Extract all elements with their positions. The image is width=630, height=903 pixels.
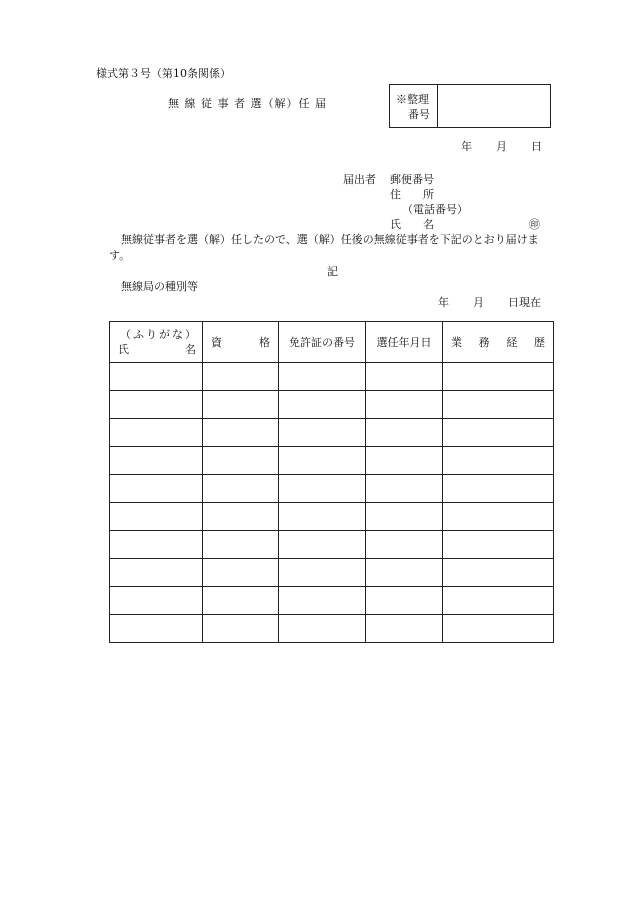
cell-name[interactable] <box>110 531 203 559</box>
asof-year: 年 <box>438 296 449 309</box>
cell-name[interactable] <box>110 503 203 531</box>
table-row <box>110 419 554 447</box>
cell-license-number[interactable] <box>279 503 366 531</box>
cell-license-number[interactable] <box>279 587 366 615</box>
asof-month: 月 <box>473 296 484 309</box>
cell-work-history[interactable] <box>443 363 554 391</box>
cell-appointment-date[interactable] <box>366 391 443 419</box>
cell-license-number[interactable] <box>279 391 366 419</box>
header-history-4: 歴 <box>533 335 545 349</box>
cell-appointment-date[interactable] <box>366 419 443 447</box>
cell-work-history[interactable] <box>443 503 554 531</box>
cell-name[interactable] <box>110 363 203 391</box>
cell-qualification[interactable] <box>203 587 279 615</box>
form-number: 様式第３号（第10条関係） <box>96 67 231 80</box>
serial-label-bottom: 番号 <box>408 108 430 121</box>
table-row <box>110 587 554 615</box>
cell-license-number[interactable] <box>279 615 366 643</box>
header-furigana: （ふりがな） <box>120 328 198 341</box>
cell-work-history[interactable] <box>443 475 554 503</box>
cell-license-number[interactable] <box>279 363 366 391</box>
cell-license-number[interactable] <box>279 475 366 503</box>
serial-number-box <box>389 84 551 128</box>
cell-appointment-date[interactable] <box>366 475 443 503</box>
address-label: 住 所 <box>390 188 434 201</box>
table-header-row <box>110 322 554 363</box>
station-type-label: 無線局の種別等 <box>121 280 198 293</box>
cell-work-history[interactable] <box>443 559 554 587</box>
table-row <box>110 363 554 391</box>
applicant-heading: 届出者 <box>343 173 376 186</box>
cell-appointment-date[interactable] <box>366 559 443 587</box>
cell-license-number[interactable] <box>279 559 366 587</box>
table-row <box>110 503 554 531</box>
cell-qualification[interactable] <box>203 391 279 419</box>
serial-number-field[interactable] <box>438 85 550 127</box>
cell-qualification[interactable] <box>203 531 279 559</box>
header-qualification-b: 格 <box>259 335 270 349</box>
form-title: 無 線 従 事 者 選（解）任 届 <box>168 97 327 110</box>
cell-qualification[interactable] <box>203 475 279 503</box>
cell-qualification[interactable] <box>203 447 279 475</box>
cell-work-history[interactable] <box>443 587 554 615</box>
cell-work-history[interactable] <box>443 447 554 475</box>
table-row <box>110 447 554 475</box>
cell-work-history[interactable] <box>443 391 554 419</box>
name-label: 氏 名 <box>390 218 434 231</box>
table-row <box>110 475 554 503</box>
cell-appointment-date[interactable] <box>366 531 443 559</box>
cell-appointment-date[interactable] <box>366 615 443 643</box>
phone-label: （電話番号） <box>402 203 468 216</box>
date-year: 年 <box>461 140 472 153</box>
table-row <box>110 559 554 587</box>
cell-license-number[interactable] <box>279 531 366 559</box>
cell-name[interactable] <box>110 587 203 615</box>
cell-name[interactable] <box>110 447 203 475</box>
header-appointment-date: 選任年月日 <box>366 322 443 363</box>
header-name-second: 名 <box>185 343 196 356</box>
table-row <box>110 391 554 419</box>
asof-day: 日現在 <box>508 296 541 309</box>
cell-license-number[interactable] <box>279 447 366 475</box>
cell-qualification[interactable] <box>203 503 279 531</box>
cell-appointment-date[interactable] <box>366 363 443 391</box>
header-license-number: 免許証の番号 <box>279 322 366 363</box>
header-work-history <box>443 322 554 363</box>
header-history-3: 経 <box>506 335 518 349</box>
cell-qualification[interactable] <box>203 419 279 447</box>
header-qualification <box>203 322 279 363</box>
cell-name[interactable] <box>110 391 203 419</box>
statement-line-1: 無線従事者を選（解）任したので、選（解）任後の無線従事者を下記のとおり届けま <box>121 233 539 246</box>
cell-work-history[interactable] <box>443 531 554 559</box>
header-history-1: 業 <box>451 335 462 349</box>
statement-line-2: す。 <box>109 249 131 262</box>
cell-appointment-date[interactable] <box>366 587 443 615</box>
header-name-first: 氏 <box>118 343 129 356</box>
table-row <box>110 531 554 559</box>
staff-table <box>109 321 554 643</box>
serial-label-top: ※整理 <box>396 93 429 106</box>
cell-work-history[interactable] <box>443 419 554 447</box>
seal-mark: ㊞ <box>529 218 540 231</box>
header-name <box>110 322 203 363</box>
cell-qualification[interactable] <box>203 363 279 391</box>
cell-license-number[interactable] <box>279 419 366 447</box>
record-heading: 記 <box>327 265 338 278</box>
date-day: 日 <box>531 140 542 153</box>
cell-name[interactable] <box>110 475 203 503</box>
cell-appointment-date[interactable] <box>366 447 443 475</box>
header-history-2: 務 <box>478 335 490 349</box>
cell-appointment-date[interactable] <box>366 503 443 531</box>
date-month: 月 <box>496 140 507 153</box>
postal-code-label: 郵便番号 <box>390 173 434 186</box>
cell-qualification[interactable] <box>203 615 279 643</box>
cell-qualification[interactable] <box>203 559 279 587</box>
cell-name[interactable] <box>110 419 203 447</box>
cell-work-history[interactable] <box>443 615 554 643</box>
cell-name[interactable] <box>110 559 203 587</box>
header-qualification-a: 資 <box>211 335 222 349</box>
table-row <box>110 615 554 643</box>
cell-name[interactable] <box>110 615 203 643</box>
